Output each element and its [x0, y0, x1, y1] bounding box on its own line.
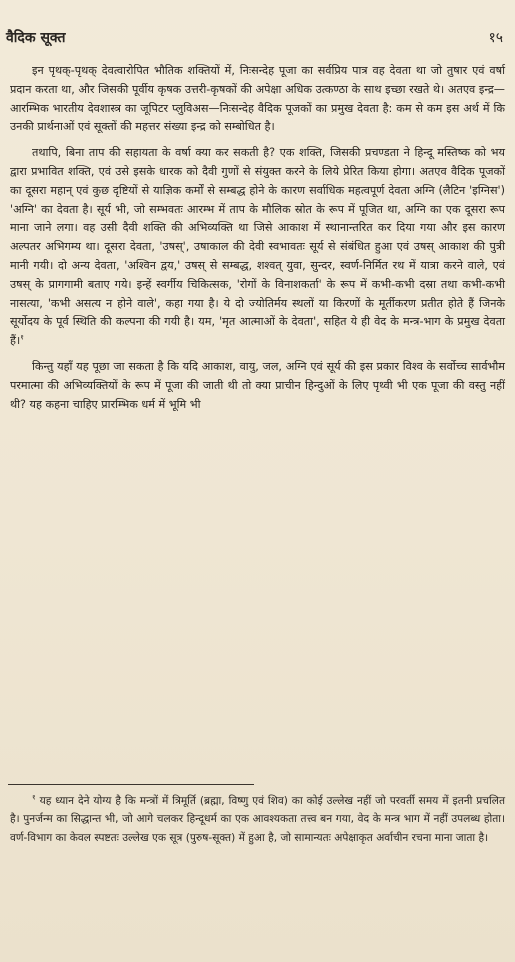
- paragraph: [10, 144, 505, 351]
- footnote: [10, 792, 505, 847]
- footnote-number: १: [32, 793, 36, 802]
- paragraph: किन्तु यहाँ यह पूछा जा सकता है कि यदि आकाश, वायु, जल, अग्नि एवं सूर्य की इस प्रकार विश्व के सर्वोच्च सार्वभौम परमात्मा की अभिव्यक्तियों के रूप में पूजा की जाती थी तो क्या प्राचीन हिन्दुओं के लिए पृथ्वी भी एक पूजा की वस्तु नहीं थी? यह कहना चाहिए प्रारम्भिक धर्म में भूमि भी: [10, 359, 505, 411]
- paragraph-text: तथापि, बिना ताप की सहायता के वर्षा क्या कर सकती है? एक शक्ति, जिसकी प्रचण्डता ने हिन्दू मस्तिष्क को भय द्वारा प्रभावित शक्ति, एवं उसे इसके धारक को दैवी गुणों से संयुक्त करने के लिये प्रेरित किया होगा। अतएव वैदिक पूजकों का दूसरा महान् एवं कुछ दृष्टियों से याज्ञिक कर्मों से सम्बद्ध होने के कारण सर्वाधिक महत्वपूर्ण देवता अग्नि (लैटिन 'इग्निस') 'अग्नि' का देवता है। सूर्य भी, जो सम्भवतः आरम्भ में ताप के मौलिक स्रोत के रूप में पूजित था, अग्नि का एक दूसरा रूप माना जाने लगा। वह उसी दैवी शक्ति की अभिव्यक्ति था जिसे आकाश में स्थानान्तरित कर दिया गया और इस कारण अल्पतर अभिगम्य था। दूसरा देवता, 'उषस्', उषाकाल की देवी स्वभावतः सूर्य से संबंधित हुआ एवं उषस् आकाश की पुत्री मानी गयी। दो अन्य देवता, 'अश्विन द्वय,' उषस् से सम्बद्ध, शश्वत् युवा, सुन्दर, स्वर्ण-निर्मित रथ में यात्रा करने वाले, एवं उषस् के प्रागगामी बताए गये। इन्हें स्वर्गीय चिकित्सक, 'रोगों के विनाशकर्ता' के रूप में कभी-कभी दस्रा तथा कभी-कभी नासत्या, 'कभी असत्य न होने वाले', कहा गया है। ये दो ज्योतिर्मय स्थलों या किरणों के मूर्तीकरण प्रतीत होते हैं जिनके सूर्योदय के पूर्व स्थिति की कल्पना की गयी है। यम, 'मृत आत्माओं के देवता', सहित ये ही वेद के मन्त्र-भाग के प्रमुख देवता हैं।: [10, 146, 505, 348]
- page-header: [6, 28, 503, 52]
- footnotes: [10, 792, 505, 847]
- page-number: १५: [488, 30, 503, 46]
- paragraph: इन पृथक्-पृथक् देवत्वारोपित भौतिक शक्तियों में, निःसन्देह पूजा का सर्वप्रिय पात्र वह देवता था जो तुषार एवं वर्षा प्रदान करता था, और जिसकी पूर्वीय कृषक उत्तरी-कृषकों की अपेक्षा अधिक उत्कण्ठा के साथ इच्छा रखते थे। अतएव इन्द्र—आरम्भिक भारतीय देवशास्त्र का जूपिटर प्लुविअस—निःसन्देह वैदिक पूजकों का प्रमुख देवता है: कम से कम इस अर्थ में कि उनकी प्रार्थनाओं एवं सूक्तों की महत्तर संख्या इन्द्र को सम्बोधित है।: [10, 64, 505, 134]
- footnote-text: यह ध्यान देने योग्य है कि मन्त्रों में त्रिमूर्ति (ब्रह्मा, विष्णु एवं शिव) का कोई उल्लेख नहीं जो परवर्ती समय में इतनी प्रचलित है। पुनर्जन्म का सिद्धान्त भी, जो आगे चलकर हिन्दूधर्म का एक आवश्यकता तत्त्व बन गया, वेद के मन्त्र भाग में नहीं उपलब्ध होता। वर्ण-विभाग का केवल स्पष्टतः उल्लेख एक सूत्र (पुरुष-सूक्त) में हुआ है, जो सामान्यतः अपेक्षाकृत अर्वाचीन रचना माना जाता है।: [10, 795, 506, 844]
- footnote-marker: १: [20, 333, 24, 342]
- footnote-divider: [8, 784, 254, 785]
- main-text: [10, 62, 505, 421]
- running-title: वैदिक सूक्त: [6, 30, 66, 46]
